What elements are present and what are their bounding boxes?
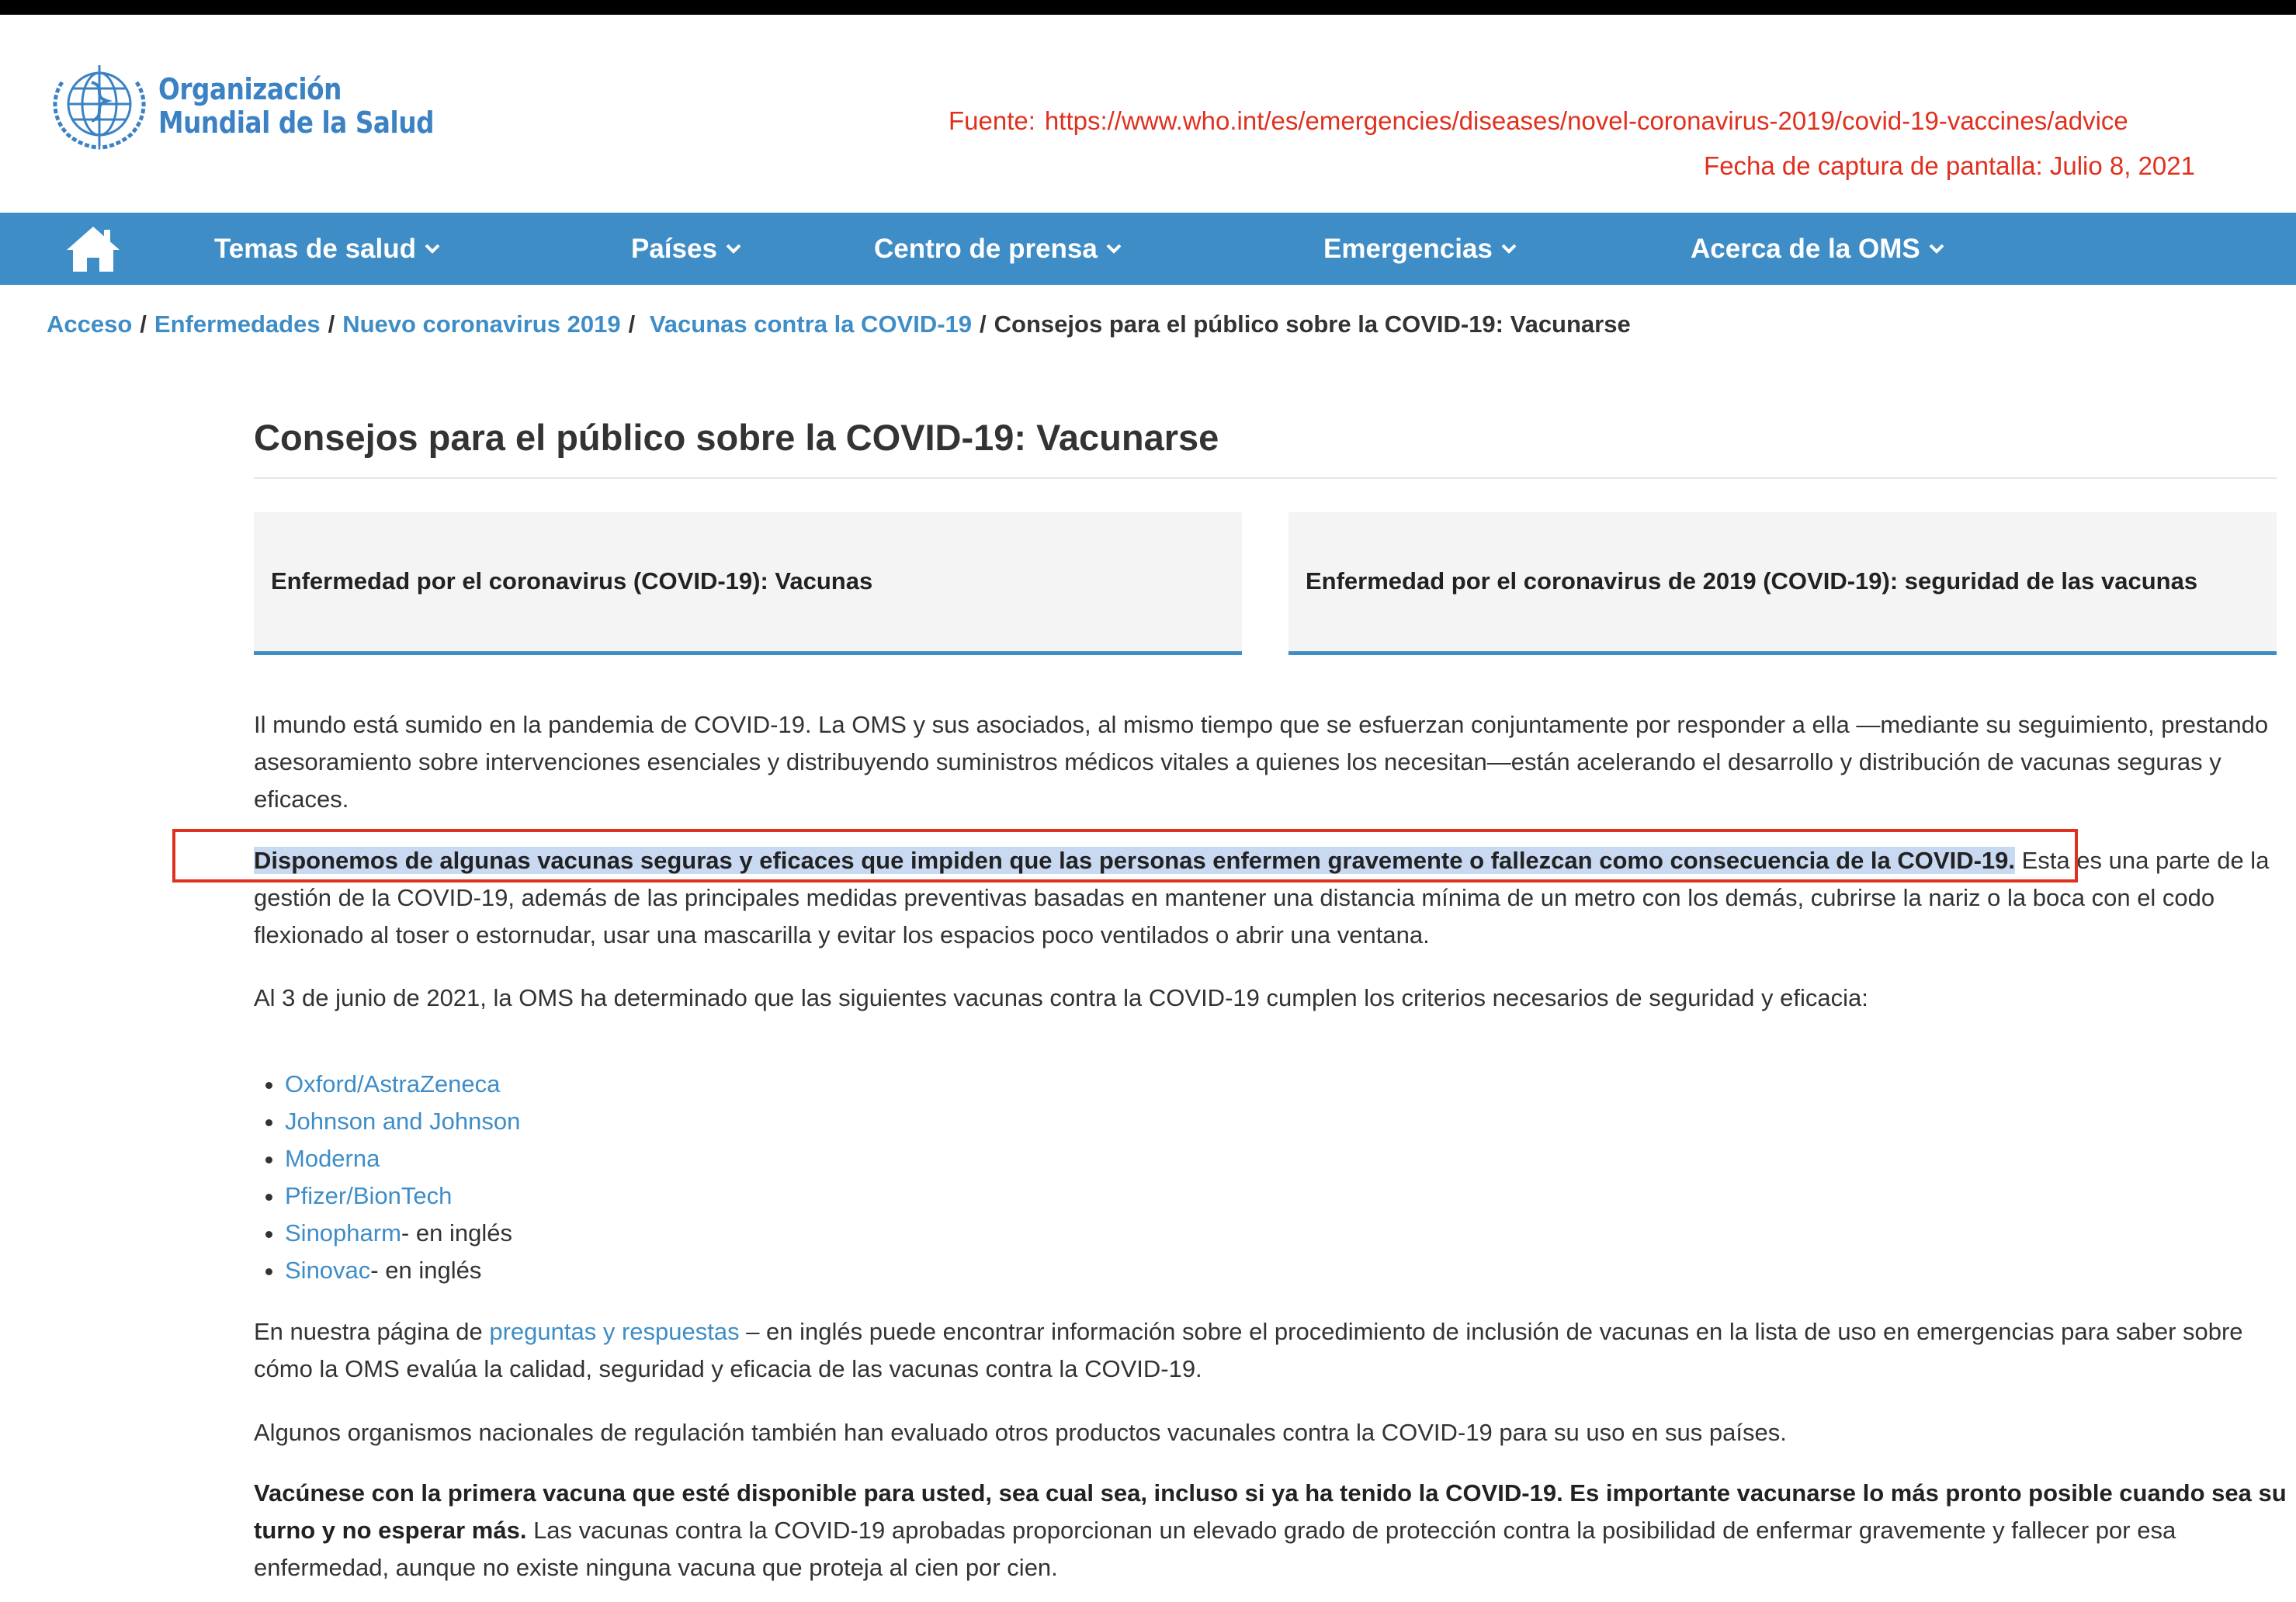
nav-item-label: Temas de salud bbox=[214, 234, 417, 264]
who-logo[interactable] bbox=[47, 59, 481, 160]
chevron-down-icon bbox=[1105, 243, 1122, 254]
card-seguridad-vacunas[interactable] bbox=[1288, 512, 2277, 655]
vaccine-link[interactable]: Pfizer/BionTech bbox=[285, 1182, 453, 1209]
vaccine-link[interactable]: Johnson and Johnson bbox=[285, 1108, 521, 1135]
list-item bbox=[285, 1252, 520, 1289]
highlighted-sentence: Disponemos de algunas vacunas seguras y eficaces que impiden que las personas enfermen gravemente o fallezcan como consecuencia de la COVID-19. bbox=[254, 847, 2015, 874]
vaccine-link[interactable]: Moderna bbox=[285, 1145, 380, 1172]
nav-item-label: Países bbox=[631, 234, 717, 264]
who-emblem-icon bbox=[47, 59, 152, 155]
breadcrumb-link-vacunas[interactable]: Vacunas contra la COVID-19 bbox=[649, 310, 973, 338]
vaccine-link[interactable]: Oxford/AstraZeneca bbox=[285, 1070, 501, 1097]
card-vacunas[interactable] bbox=[254, 512, 1242, 655]
highlighted-paragraph bbox=[254, 842, 2287, 954]
vaccine-link[interactable]: Sinovac bbox=[285, 1257, 371, 1284]
breadcrumb-link-nuevo-coronavirus[interactable]: Nuevo coronavirus 2019 bbox=[342, 310, 621, 338]
vaccine-note: - en inglés bbox=[401, 1219, 512, 1247]
nav-item-paises[interactable] bbox=[631, 213, 742, 285]
nav-item-temas-de-salud[interactable] bbox=[214, 213, 441, 285]
source-url: https://www.who.int/es/emergencies/diseases/novel-coronavirus-2019/covid-19-vaccines/advice bbox=[1044, 106, 2128, 135]
title-divider bbox=[254, 477, 2277, 479]
chevron-down-icon bbox=[1928, 243, 1945, 254]
source-annotation bbox=[949, 106, 2128, 136]
list-item bbox=[285, 1066, 520, 1103]
source-label: Fuente: bbox=[949, 106, 1035, 135]
nav-item-label: Acerca de la OMS bbox=[1691, 234, 1920, 264]
nav-item-acerca-de-la-oms[interactable] bbox=[1691, 213, 1945, 285]
faq-paragraph: En nuestra página de preguntas y respuestas – en inglés puede encontrar información sobre el procedimiento de inclusión de vacunas en la lista de uso en emergencias para saber sobre cómo la OMS evalúa la calidad, seguridad y eficacia de las vacunas contra la COVID-19. bbox=[254, 1318, 2243, 1382]
list-item bbox=[285, 1140, 520, 1177]
vaccinate-emphasis: Vacúnese con la primera vacuna que esté disponible para usted, sea cual sea, incluso si ya ha tenido la COVID-19. Es importante vacunarse lo más pronto posible cuando sea su turno y no esperar más. bbox=[254, 1479, 2287, 1544]
chevron-down-icon bbox=[1500, 243, 1517, 254]
list-item bbox=[285, 1103, 520, 1140]
top-black-bar bbox=[0, 0, 2296, 15]
nav-item-emergencias[interactable] bbox=[1323, 213, 1517, 285]
regulators-paragraph: Algunos organismos nacionales de regulación también han evaluado otros productos vacunales contra la COVID-19 para su uso en sus países. bbox=[254, 1419, 1787, 1446]
chevron-down-icon bbox=[725, 243, 742, 254]
logo-wordmark bbox=[158, 73, 434, 140]
vaccinate-paragraph: Vacúnese con la primera vacuna que esté disponible para usted, sea cual sea, incluso si ya ha tenido la COVID-19. Es importante vacunarse lo más pronto posible cuando sea su turno y no esperar más. Las vacunas contra la COVID-19 aprobadas proporcionan un elevado grado de protección contra la posibilidad de enfermar gravemente y fallecer por esa enfermedad, aunque no existe ninguna vacuna que proteja al cien por cien. bbox=[254, 1479, 2287, 1581]
breadcrumb-current: Consejos para el público sobre la COVID-19: Vacunarse bbox=[994, 310, 1631, 338]
logo-line-2: Mundial de la Salud bbox=[158, 106, 435, 140]
card-label: Enfermedad por el coronavirus (COVID-19): Vacunas bbox=[271, 567, 873, 595]
nav-item-centro-de-prensa[interactable] bbox=[874, 213, 1122, 285]
breadcrumb-link-enfermedades[interactable]: Enfermedades bbox=[154, 310, 321, 338]
breadcrumb: Acceso / Enfermedades / Nuevo coronavirus 2019 / Vacunas contra la COVID-19 / Consejos para el público sobre la COVID-19: Vacunarse bbox=[47, 310, 1631, 338]
list-item bbox=[285, 1177, 520, 1215]
home-icon[interactable] bbox=[65, 224, 121, 273]
nav-item-label: Centro de prensa bbox=[874, 234, 1098, 264]
card-label: Enfermedad por el coronavirus de 2019 (COVID-19): seguridad de las vacunas bbox=[1306, 567, 2198, 595]
paragraph-continuation: Esta es una parte de la gestión de la COVID-19, además de las principales medidas preventivas basadas en mantener una distancia mínima de un metro con los demás, cubrirse la nariz o la boca con el codo flexionado al toser o estornudar, usar una mascarilla y evitar los espacios poco ventilados o abrir una ventana. bbox=[254, 847, 2270, 948]
list-item bbox=[285, 1215, 520, 1252]
page-title: Consejos para el público sobre la COVID-19: Vacunarse bbox=[254, 417, 1219, 458]
faq-link[interactable]: preguntas y respuestas bbox=[489, 1318, 740, 1345]
vaccines-intro-paragraph: Al 3 de junio de 2021, la OMS ha determinado que las siguientes vacunas contra la COVID-19 cumplen los criterios necesarios de seguridad y eficacia: bbox=[254, 984, 1868, 1011]
chevron-down-icon bbox=[424, 243, 441, 254]
logo-line-1: Organización bbox=[158, 72, 342, 106]
capture-date-annotation: Fecha de captura de pantalla: Julio 8, 2021 bbox=[1704, 151, 2195, 180]
main-nav bbox=[0, 213, 2296, 285]
intro-paragraph: Il mundo está sumido en la pandemia de COVID-19. La OMS y sus asociados, al mismo tiempo que se esfuerzan conjuntamente por responder a ella —mediante su seguimiento, prestando asesoramiento sobre intervenciones esenciales y distribuyendo suministros médicos vitales a quienes los necesitan—están acelerando el desarrollo y distribución de vacunas seguras y eficaces. bbox=[254, 711, 2269, 813]
vaccine-link[interactable]: Sinopharm bbox=[285, 1219, 401, 1247]
vaccine-list bbox=[254, 1066, 520, 1289]
vaccine-note: - en inglés bbox=[370, 1257, 482, 1284]
breadcrumb-link-acceso[interactable]: Acceso bbox=[47, 310, 133, 338]
nav-item-label: Emergencias bbox=[1323, 234, 1493, 264]
